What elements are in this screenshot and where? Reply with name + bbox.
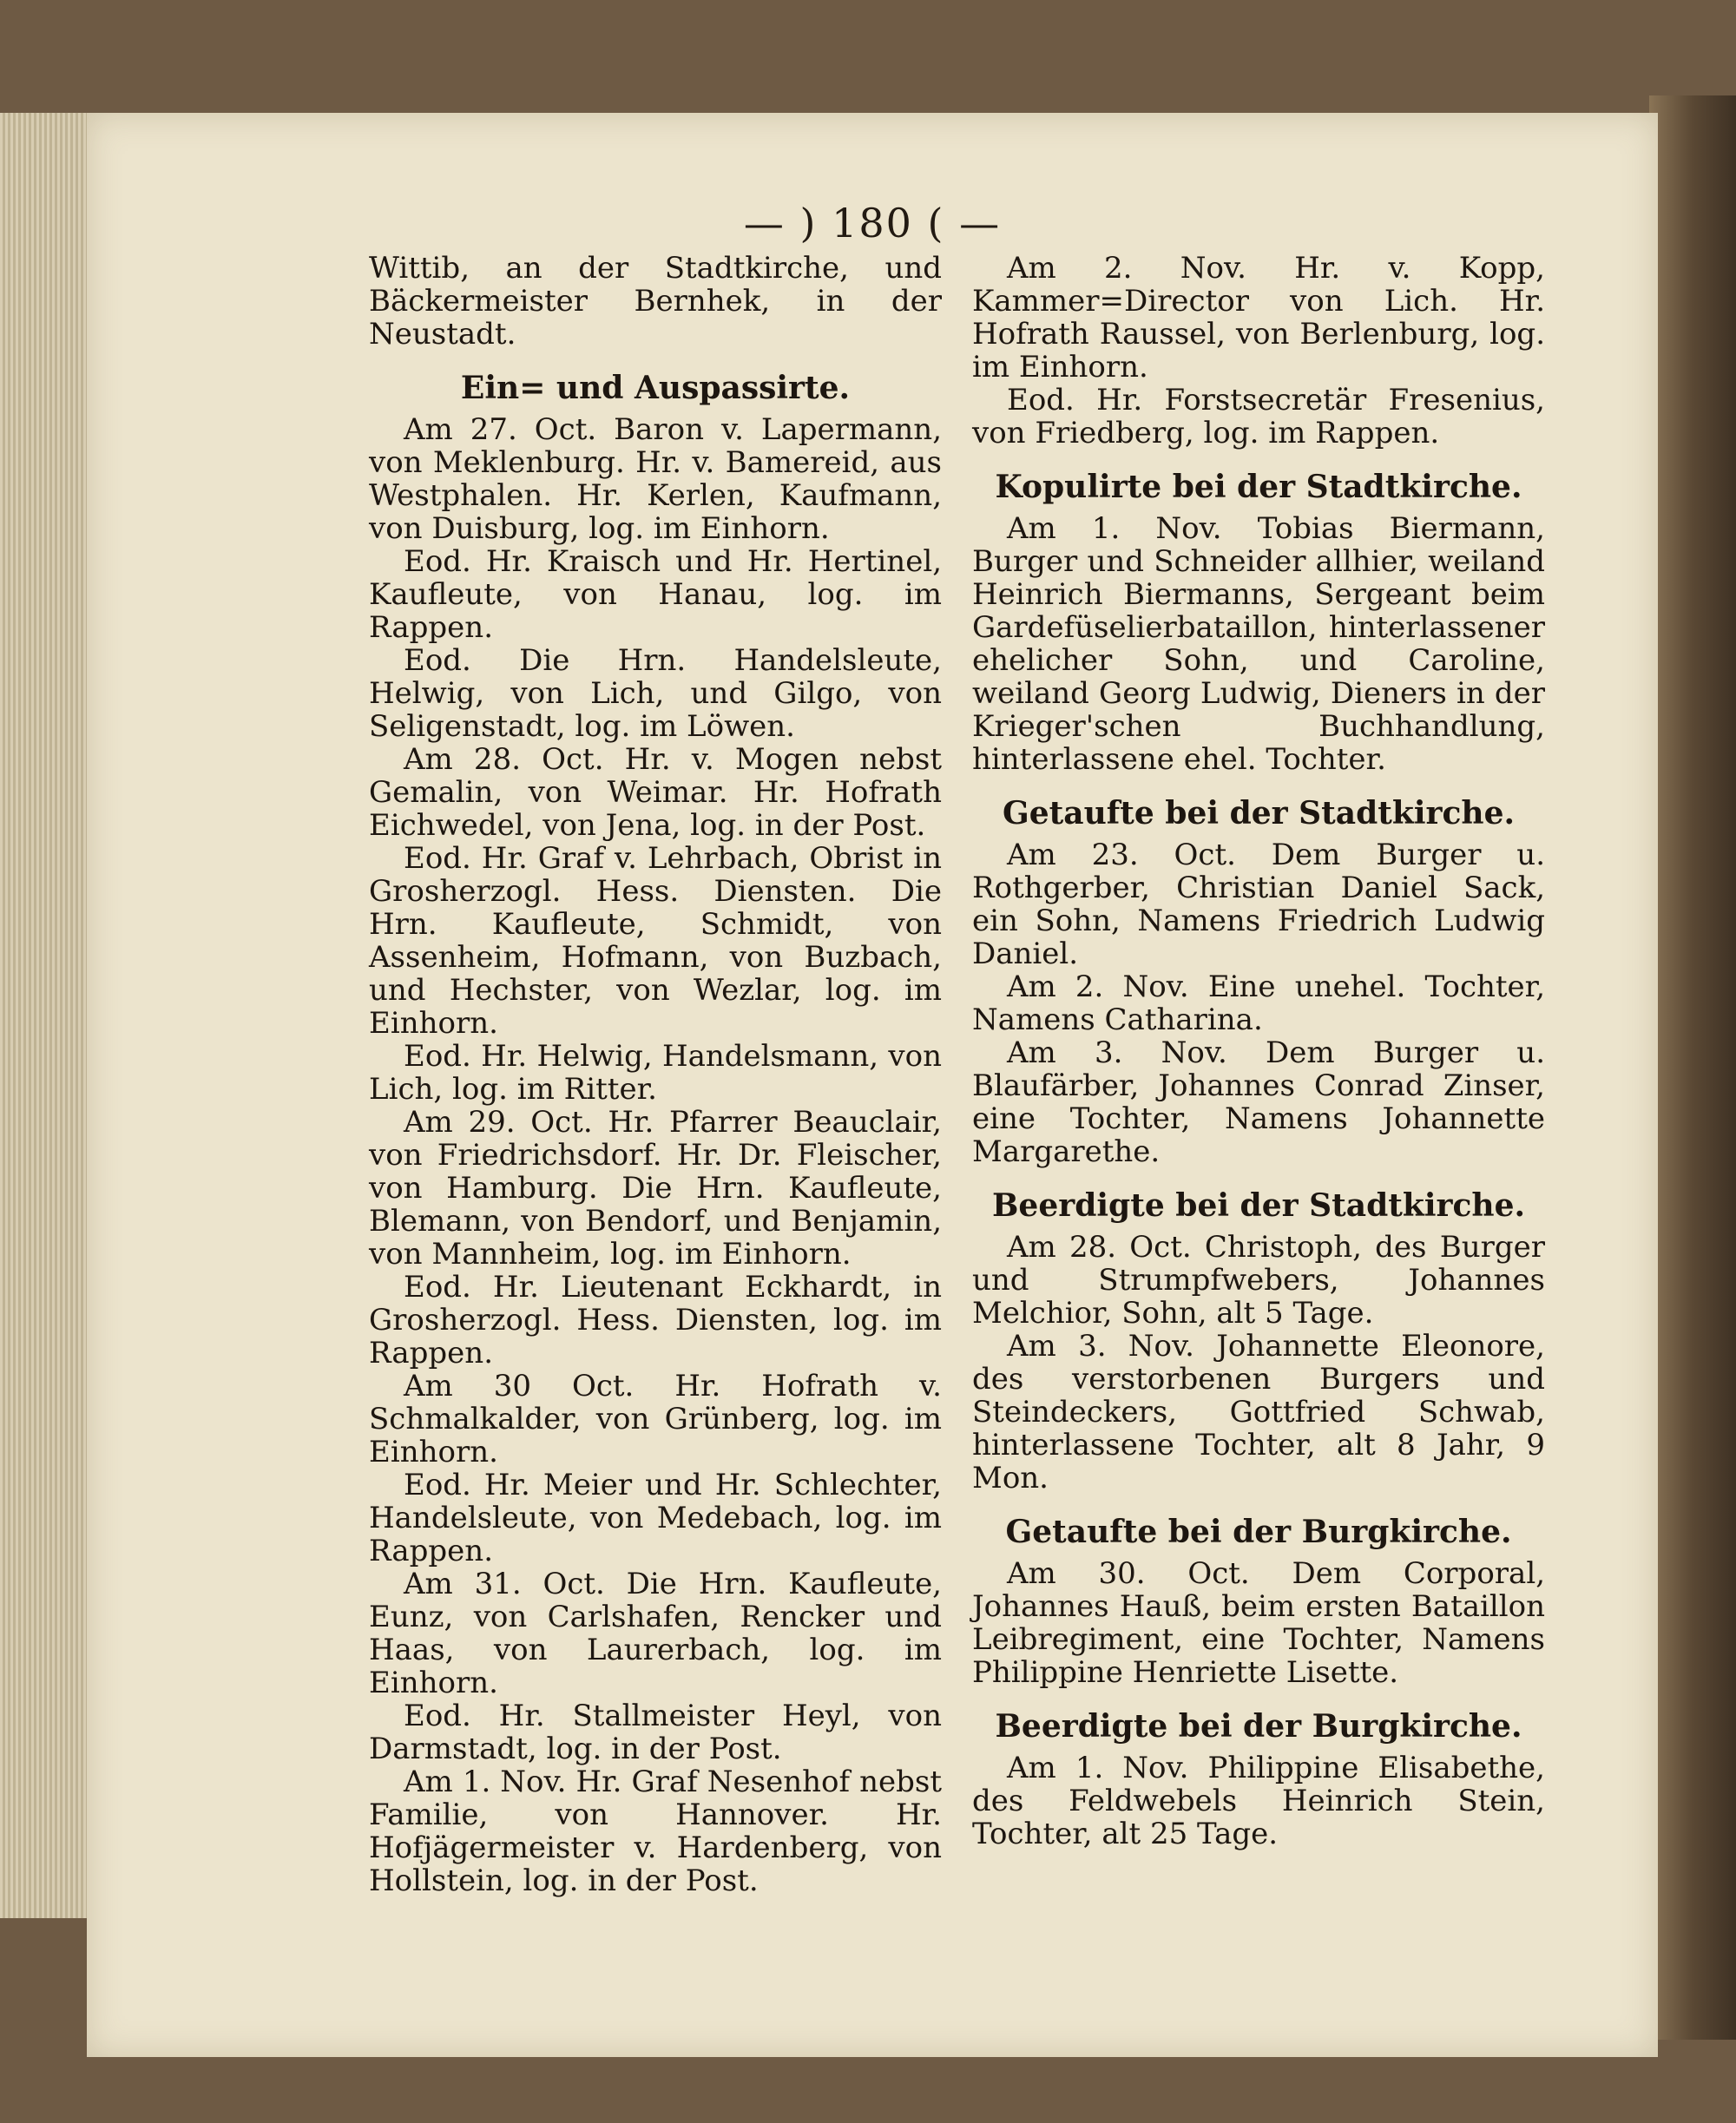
entry: Eod. Hr. Kraisch und Hr. Hertinel, Kaufleute, von Hanau, log. im Rappen. (369, 544, 942, 645)
entry: Am 1. Nov. Tobias Biermann, Burger und Schneider allhier, weiland Heinrich Biermanns, Sergeant beim Gardefüselierbataillon, hinterlassener ehelicher Sohn, und Caroline, weiland Georg Ludwig, Dieners in der Krieger'schen Buchhandlung, hinterlassene ehel. Tochter. (972, 511, 1545, 777)
entry: Eod. Die Hrn. Handelsleute, Helwig, von Lich, und Gilgo, von Seligenstadt, log. im Löwen. (369, 643, 942, 744)
book-page (87, 113, 1658, 2057)
entry: Am 1. Nov. Philippine Elisabethe, des Feldwebels Heinrich Stein, Tochter, alt 25 Tage. (972, 1751, 1545, 1851)
entry: Am 28. Oct. Hr. v. Mogen nebst Gemalin, von Weimar. Hr. Hofrath Eichwedel, von Jena, log. in der Post. (369, 742, 942, 843)
entry: Eod. Hr. Graf v. Lehrbach, Obrist in Grosherzogl. Hess. Diensten. Die Hrn. Kaufleute, Schmidt, von Assenheim, Hofmann, von Buzbach, und Hechster, von Wezlar, log. im Einhorn. (369, 841, 942, 1041)
entry: Eod. Hr. Meier und Hr. Schlechter, Handelsleute, von Medebach, log. im Rappen. (369, 1468, 942, 1568)
entry: Eod. Hr. Lieutenant Eckhardt, in Grosherzogl. Hess. Diensten, log. im Rappen. (369, 1270, 942, 1370)
section-heading-baptisms-burgkirche: Getaufte bei der Burgkirche. (1005, 1514, 1512, 1550)
entry: Am 27. Oct. Baron v. Lapermann, von Meklenburg. Hr. v. Bamereid, aus Westphalen. Hr. Kerlen, Kaufmann, von Duisburg, log. im Einhorn. (369, 412, 942, 546)
section-heading-burials-burgkirche: Beerdigte bei der Burgkirche. (995, 1708, 1522, 1745)
page-number: — ) 180 ( — (743, 200, 1002, 246)
left-intro: Wittib, an der Stadtkirche, und Bäckermeister Bernhek, in der Neustadt. (369, 251, 942, 352)
section-heading-passengers: Ein= und Auspassirte. (460, 370, 851, 406)
section-heading-burials-stadtkirche: Beerdigte bei der Stadtkirche. (991, 1187, 1526, 1224)
entry: Am 3. Nov. Dem Burger u. Blaufärber, Johannes Conrad Zinser, eine Tochter, Namens Johannette Margarethe. (972, 1035, 1545, 1169)
entry: Am 30 Oct. Hr. Hofrath v. Schmalkalder, von Grünberg, log. im Einhorn. (369, 1369, 942, 1469)
entry: Am 3. Nov. Johannette Eleonore, des verstorbenen Burgers und Steindeckers, Gottfried Schwab, hinterlassene Tochter, alt 8 Jahr, 9 Mon. (972, 1329, 1545, 1495)
section-heading-baptisms-stadtkirche: Getaufte bei der Stadtkirche. (1002, 795, 1516, 831)
entry: Am 2. Nov. Hr. v. Kopp, Kammer=Director von Lich. Hr. Hofrath Raussel, von Berlenburg, log. im Einhorn. (972, 251, 1545, 385)
right-column (972, 252, 1545, 1850)
entry: Am 31. Oct. Die Hrn. Kaufleute, Eunz, von Carlshafen, Rencker und Haas, von Laurerbach, log. im Einhorn. (369, 1567, 942, 1700)
entry: Am 23. Oct. Dem Burger u. Rothgerber, Christian Daniel Sack, ein Sohn, Namens Friedrich Ludwig Daniel. (972, 838, 1545, 971)
entry: Am 30. Oct. Dem Corporal, Johannes Hauß, beim ersten Bataillon Leibregiment, eine Tochter, Namens Philippine Henriette Lisette. (972, 1556, 1545, 1690)
entry: Eod. Hr. Helwig, Handelsmann, von Lich, log. im Ritter. (369, 1039, 942, 1107)
entry: Am 2. Nov. Eine unehel. Tochter, Namens Catharina. (972, 969, 1545, 1037)
entry: Eod. Hr. Forstsecretär Fresenius, von Friedberg, log. im Rappen. (972, 383, 1545, 450)
entry: Am 29. Oct. Hr. Pfarrer Beauclair, von Friedrichsdorf. Hr. Dr. Fleischer, von Hamburg. Die Hrn. Kaufleute, Blemann, von Bendorf, und Benjamin, von Mannheim, log. im Einhorn. (369, 1105, 942, 1272)
left-column (369, 252, 942, 1897)
book-edge-left (0, 113, 95, 1918)
entry: Am 1. Nov. Hr. Graf Nesenhof nebst Familie, von Hannover. Hr. Hofjägermeister v. Hardenberg, von Hollstein, log. in der Post. (369, 1765, 942, 1898)
section-heading-marriages-stadtkirche: Kopulirte bei der Stadtkirche. (995, 469, 1522, 505)
entry: Eod. Hr. Stallmeister Heyl, von Darmstadt, log. in der Post. (369, 1699, 942, 1766)
entry: Am 28. Oct. Christoph, des Burger und Strumpfwebers, Johannes Melchior, Sohn, alt 5 Tage. (972, 1230, 1545, 1331)
book-edge-right (1649, 95, 1736, 2040)
